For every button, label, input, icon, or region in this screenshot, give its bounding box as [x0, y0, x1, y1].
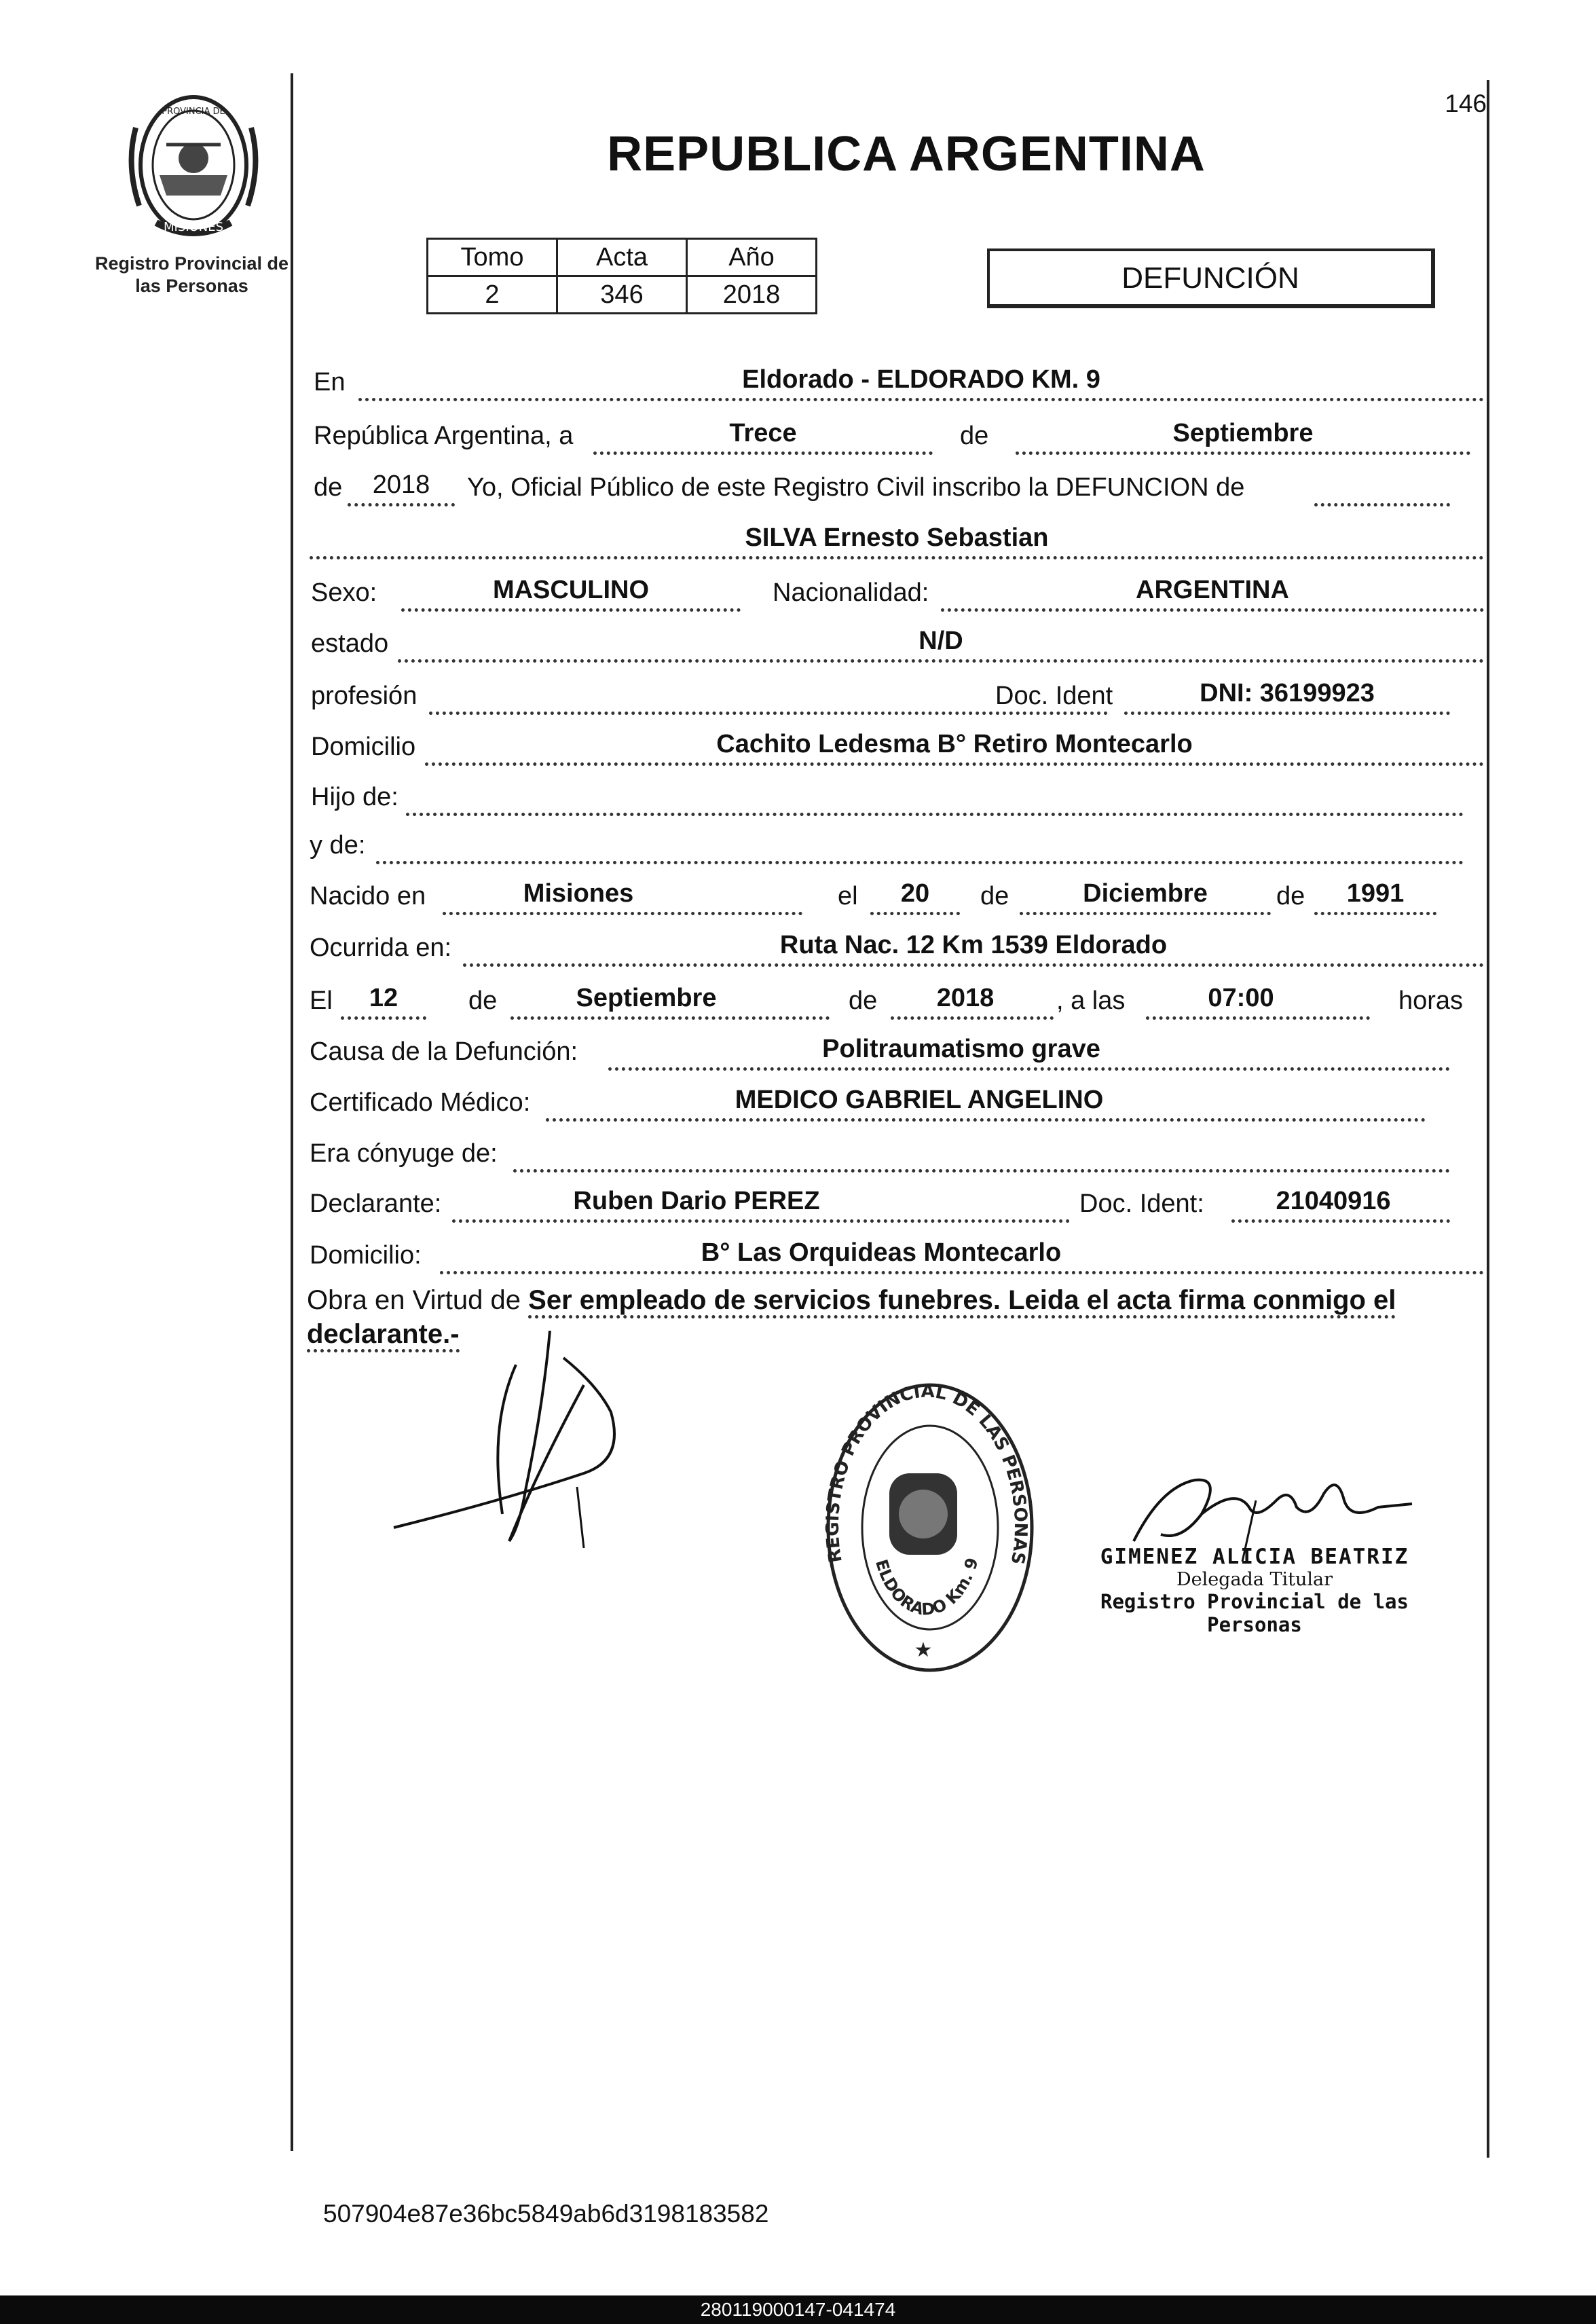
ocurrida-label: Ocurrida en:	[310, 934, 452, 962]
row-yde	[310, 826, 1484, 867]
de-label: de	[980, 882, 1009, 910]
right-margin-line	[1487, 80, 1489, 2158]
ref-header-tomo: Tomo	[428, 239, 557, 276]
death-day: 12	[369, 984, 398, 1012]
dotted-line	[398, 659, 1484, 663]
row-conyuge	[310, 1135, 1484, 1175]
dotted-line	[406, 813, 1464, 816]
row-domicilio	[310, 728, 1484, 769]
official-registry: Registro Provincial de las Personas	[1100, 1590, 1409, 1636]
domicilio2-label: Domicilio:	[310, 1241, 422, 1270]
declarante-label: Declarante:	[310, 1189, 442, 1218]
ref-header-acta: Acta	[557, 239, 687, 276]
profesion-label: profesión	[311, 682, 417, 710]
de-label: de	[468, 986, 498, 1015]
obra-label: Obra en Virtud de	[307, 1285, 521, 1315]
stamp-text-top: REGISTRO PROVINCIAL DE LAS PERSONAS	[822, 1381, 1031, 1566]
death-time: 07:00	[1208, 984, 1274, 1012]
dotted-line	[358, 398, 1484, 401]
page-number: 146	[1445, 90, 1487, 117]
nacido-place: Misiones	[523, 879, 634, 908]
institution-label: Registro Provincial de las Personas	[94, 253, 289, 296]
ref-value-acta: 346	[557, 276, 687, 314]
nacido-day: 20	[900, 879, 930, 908]
estado-label: estado	[311, 629, 389, 658]
certificado-value: MEDICO GABRIEL ANGELINO	[735, 1086, 1104, 1114]
year-value: 2018	[372, 471, 430, 499]
document-title: REPUBLICA ARGENTINA	[607, 127, 1206, 181]
dotted-line	[310, 556, 1484, 559]
nacionalidad-label: Nacionalidad:	[773, 578, 929, 607]
svg-text:★: ★	[914, 1639, 933, 1661]
hijo-label: Hijo de:	[311, 783, 398, 811]
dotted-line	[1314, 503, 1450, 506]
ref-value-ano: 2018	[687, 276, 817, 314]
dotted-line	[425, 762, 1484, 766]
svg-text:ELDORADO Km. 9	[872, 1555, 982, 1619]
dotted-line	[1020, 912, 1271, 915]
death-month: Septiembre	[576, 984, 717, 1012]
dotted-line	[341, 1016, 426, 1020]
declarante-doc-value: 21040916	[1276, 1187, 1391, 1215]
dotted-line	[513, 1169, 1450, 1173]
official-role: Delegada Titular	[1176, 1569, 1333, 1590]
sexo-value: MASCULINO	[492, 576, 650, 604]
declarante-doc-label: Doc. Ident:	[1079, 1189, 1204, 1218]
row-domicilio-declarante	[310, 1236, 1484, 1277]
row-causa	[310, 1033, 1484, 1073]
row-profesion	[310, 677, 1484, 718]
deceased-name: SILVA Ernesto Sebastian	[745, 523, 1049, 552]
conyuge-label: Era cónyuge de:	[310, 1139, 498, 1168]
record-type-box: DEFUNCIÓN	[987, 248, 1435, 308]
ocurrida-value: Ruta Nac. 12 Km 1539 Eldorado	[779, 931, 1168, 959]
dotted-line	[376, 861, 1464, 864]
domicilio-label: Domicilio	[311, 733, 416, 761]
row-en	[310, 363, 1484, 404]
svg-text:MISIONES: MISIONES	[163, 220, 224, 234]
stamp-text-bottom: ELDORADO Km. 9	[872, 1555, 982, 1619]
doc-ident-label: Doc. Ident	[995, 682, 1113, 710]
dotted-line	[452, 1219, 1070, 1223]
dotted-line	[443, 912, 802, 915]
dotted-line	[593, 451, 933, 455]
obra-value: Ser empleado de servicios funebres. Leida el acta firma conmigo el declarante.-	[307, 1285, 1396, 1352]
row-hijo	[310, 778, 1484, 819]
row-estado	[310, 625, 1484, 665]
provincia-misiones-seal	[119, 87, 268, 243]
dotted-line	[870, 912, 960, 915]
row-certificado	[310, 1084, 1484, 1124]
certificado-label: Certificado Médico:	[310, 1088, 531, 1117]
en-label: En	[314, 368, 346, 396]
dotted-line	[1231, 1219, 1450, 1223]
dotted-line	[401, 608, 741, 612]
nacido-month: Diciembre	[1083, 879, 1208, 908]
a-las-label: , a las	[1056, 986, 1126, 1015]
ref-header-ano: Año	[687, 239, 817, 276]
dotted-line	[608, 1067, 1450, 1071]
row-nacido	[310, 877, 1484, 918]
nacionalidad-value: ARGENTINA	[1136, 576, 1289, 604]
ref-value-tomo: 2	[428, 276, 557, 314]
row-deceased-name	[310, 521, 1484, 562]
estado-value: N/D	[918, 627, 963, 655]
row-fecha-defuncion	[310, 982, 1484, 1022]
footer-barcode-text: 280119000147-041474	[0, 2295, 1596, 2324]
death-year: 2018	[936, 984, 995, 1012]
statement-text: Yo, Oficial Público de este Registro Civil inscribo la DEFUNCION de	[467, 473, 1245, 502]
republica-day: Trece	[729, 419, 797, 447]
official-name: GIMENEZ ALICIA BEATRIZ	[1100, 1545, 1409, 1569]
sexo-label: Sexo:	[311, 578, 377, 607]
nacido-label: Nacido en	[310, 882, 426, 910]
dotted-line	[891, 1016, 1054, 1020]
el-label: el	[838, 882, 858, 910]
row-declarante	[310, 1185, 1484, 1225]
row-sexo	[310, 574, 1484, 614]
republica-label: República Argentina, a	[314, 422, 574, 450]
causa-label: Causa de la Defunción:	[310, 1037, 578, 1066]
declarante-value: Ruben Dario PEREZ	[573, 1187, 820, 1215]
left-margin-line	[291, 73, 293, 2151]
en-value: Eldorado - ELDORADO KM. 9	[742, 365, 1100, 394]
de-label: de	[1276, 882, 1305, 910]
document-hash: 507904e87e36bc5849ab6d3198183582	[323, 2200, 769, 2228]
dotted-line	[429, 712, 1108, 715]
dotted-line	[941, 608, 1484, 612]
doc-ident-value: DNI: 36199923	[1200, 679, 1375, 707]
dotted-line	[1124, 712, 1450, 715]
tomo-acta-ano-table	[426, 238, 817, 314]
dotted-line	[511, 1016, 830, 1020]
dotted-line	[463, 963, 1484, 967]
horas-label: horas	[1398, 986, 1464, 1015]
dotted-line	[348, 503, 455, 506]
republica-month: Septiembre	[1172, 419, 1314, 447]
official-block	[1085, 1545, 1424, 1636]
row-ocurrida	[310, 929, 1484, 970]
yde-label: y de:	[310, 831, 366, 860]
domicilio-value: Cachito Ledesma B° Retiro Montecarlo	[716, 730, 1193, 758]
dotted-line	[1314, 912, 1436, 915]
row-republica	[310, 417, 1484, 458]
domicilio2-value: B° Las Orquideas Montecarlo	[701, 1238, 1062, 1267]
dotted-line	[1016, 451, 1470, 455]
de-label: de	[849, 986, 878, 1015]
dotted-line	[546, 1118, 1426, 1122]
de-label: de	[960, 422, 989, 450]
registry-stamp	[801, 1358, 1052, 1677]
year-prefix-label: de	[314, 473, 343, 502]
el-cap-label: El	[310, 986, 333, 1015]
dotted-line	[440, 1271, 1484, 1274]
nacido-year: 1991	[1346, 879, 1405, 908]
svg-text:PROVINCIA DE: PROVINCIA DE	[162, 107, 225, 117]
dotted-line	[1146, 1016, 1370, 1020]
declarant-signature	[380, 1324, 665, 1596]
row-statement	[310, 468, 1484, 509]
causa-value: Politraumatismo grave	[822, 1035, 1100, 1063]
